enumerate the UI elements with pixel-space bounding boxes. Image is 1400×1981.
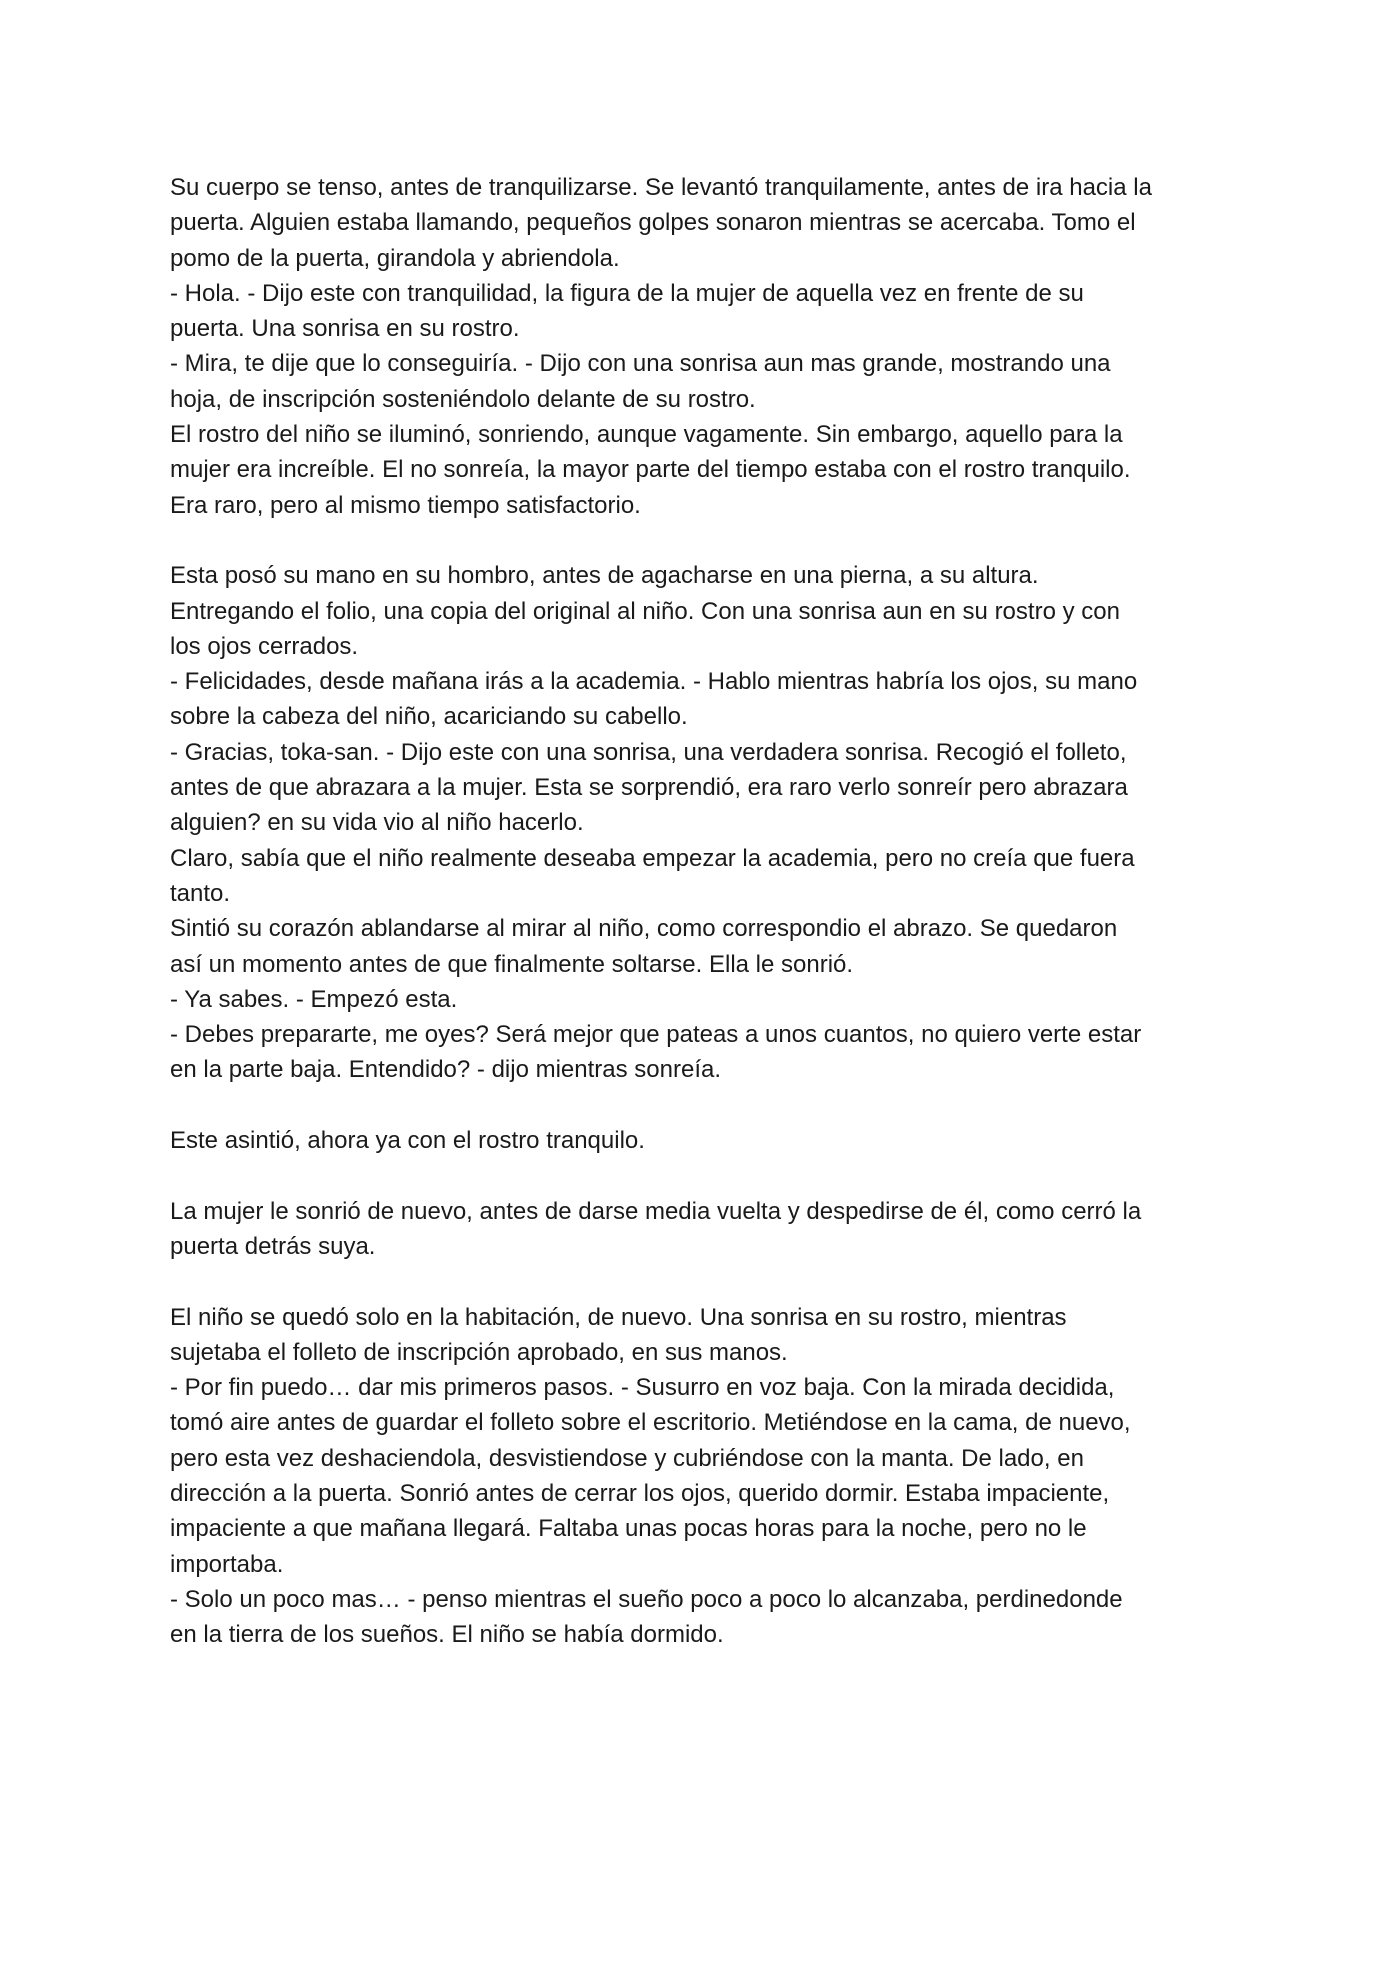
text-line: hoja, de inscripción sosteniéndolo delante de su rostro. (170, 385, 756, 413)
text-line: puerta. Alguien estaba llamando, pequeños golpes sonaron mientras se acercaba. Tomo el (170, 209, 1136, 237)
text-line: en la parte baja. Entendido? - dijo mientras sonreía. (170, 1056, 722, 1084)
text-line: puerta. Una sonrisa en su rostro. (170, 315, 520, 343)
text-line: El niño se quedó solo en la habitación, de nuevo. Una sonrisa en su rostro, mientras (170, 1303, 1067, 1331)
blank-line (170, 1158, 1250, 1193)
text-line: - Gracias, toka-san. - Dijo este con una sonrisa, una verdadera sonrisa. Recogió el folleto, (170, 738, 1127, 766)
text-line: Este asintió, ahora ya con el rostro tranquilo. (170, 1127, 645, 1155)
text-line: La mujer le sonrió de nuevo, antes de darse media vuelta y despedirse de él, como cerró la (170, 1197, 1142, 1225)
text-line: - Hola. - Dijo este con tranquilidad, la figura de la mujer de aquella vez en frente de su (170, 279, 1084, 307)
text-line: pomo de la puerta, girandola y abriendola. (170, 244, 620, 272)
blank-line (170, 523, 1250, 558)
text-line: Sintió su corazón ablandarse al mirar al niño, como correspondio el abrazo. Se quedaron (170, 915, 1118, 943)
text-line: - Felicidades, desde mañana irás a la academia. - Hablo mientras habría los ojos, su mano (170, 668, 1138, 696)
text-line: Entregando el folio, una copia del original al niño. Con una sonrisa aun en su rostro y con (170, 597, 1120, 625)
text-line: - Mira, te dije que lo conseguiría. - Dijo con una sonrisa aun mas grande, mostrando una (170, 350, 1111, 378)
text-line: sobre la cabeza del niño, acariciando su cabello. (170, 703, 688, 731)
text-line: puerta detrás suya. (170, 1232, 376, 1260)
text-line: dirección a la puerta. Sonrió antes de cerrar los ojos, querido dormir. Estaba impaciente, (170, 1479, 1110, 1507)
text-line: El rostro del niño se iluminó, sonriendo, aunque vagamente. Sin embargo, aquello para la (170, 421, 1123, 449)
text-line: Era raro, pero al mismo tiempo satisfactorio. (170, 491, 641, 519)
text-line: mujer era increíble. El no sonreía, la mayor parte del tiempo estaba con el rostro tranquilo. (170, 456, 1131, 484)
text-line: Esta posó su mano en su hombro, antes de agacharse en una pierna, a su altura. (170, 562, 1039, 590)
text-line: antes de que abrazara a la mujer. Esta se sorprendió, era raro verlo sonreír pero abrazara (170, 774, 1128, 802)
text-line: Claro, sabía que el niño realmente deseaba empezar la academia, pero no creía que fuera (170, 844, 1135, 872)
text-line: pero esta vez deshaciendola, desvistiendose y cubriéndose con la manta. De lado, en (170, 1444, 1084, 1472)
text-line: - Ya sabes. - Empezó esta. (170, 985, 458, 1013)
text-line: tanto. (170, 879, 231, 907)
text-line: sujetaba el folleto de inscripción aprobado, en sus manos. (170, 1338, 788, 1366)
text-line: - Debes prepararte, me oyes? Será mejor que pateas a unos cuantos, no quiero verte estar (170, 1021, 1142, 1049)
text-line: - Solo un poco mas… - penso mientras el sueño poco a poco lo alcanzaba, perdinedonde (170, 1585, 1123, 1613)
blank-line (170, 1264, 1250, 1299)
document-body (170, 170, 1250, 1652)
text-line: en la tierra de los sueños. El niño se había dormido. (170, 1621, 724, 1649)
text-line: impaciente a que mañana llegará. Faltaba unas pocas horas para la noche, pero no le (170, 1515, 1087, 1543)
text-line: importaba. (170, 1550, 284, 1578)
text-line: Su cuerpo se tenso, antes de tranquilizarse. Se levantó tranquilamente, antes de ira hacia la (170, 174, 1152, 201)
text-line: - Por fin puedo… dar mis primeros pasos. - Susurro en voz baja. Con la mirada decidida, (170, 1374, 1115, 1402)
text-line: así un momento antes de que finalmente soltarse. Ella le sonrió. (170, 950, 854, 978)
text-line: tomó aire antes de guardar el folleto sobre el escritorio. Metiéndose en la cama, de nuevo, (170, 1409, 1131, 1437)
blank-line (170, 1088, 1250, 1123)
text-line: los ojos cerrados. (170, 632, 359, 660)
text-line: alguien? en su vida vio al niño hacerlo. (170, 809, 584, 837)
